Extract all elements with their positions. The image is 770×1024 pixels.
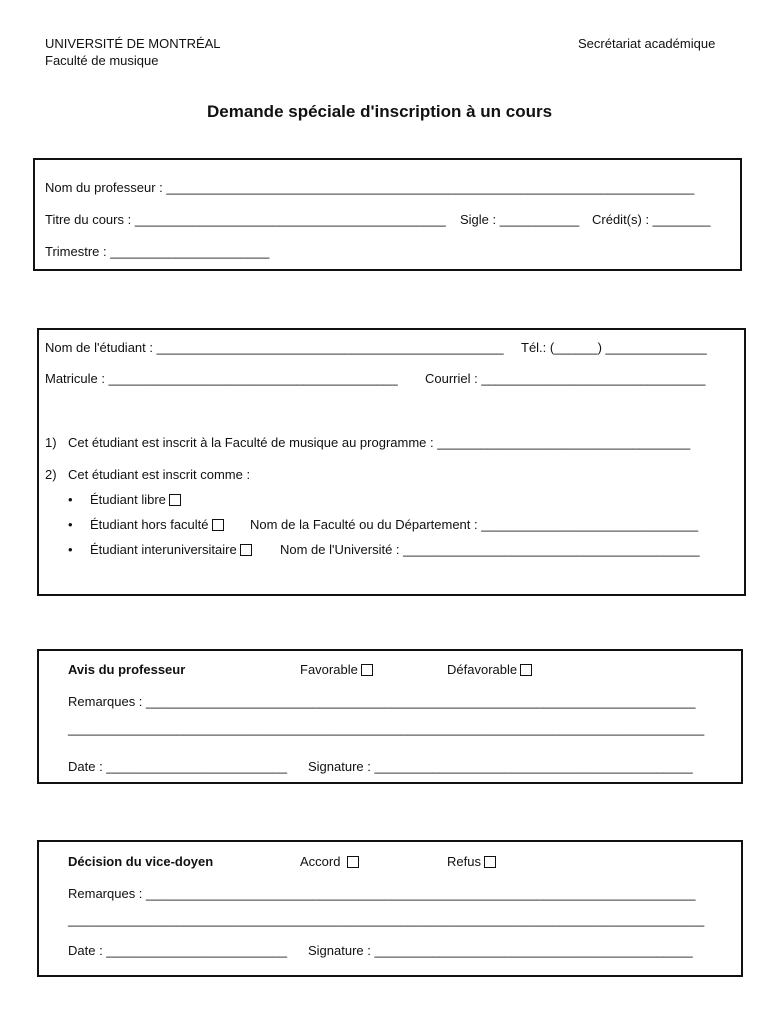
accord-label: Accord [300,854,341,869]
option-interuniversity-label: Étudiant interuniversitaire [90,542,237,557]
professor-name-field[interactable]: Nom du professeur : _________________________________________________________________________ [45,180,695,195]
question-1-number: 1) [45,435,57,450]
option-outside-faculty[interactable] [90,518,224,531]
interuniversity-checkbox[interactable] [240,544,252,556]
option-outside-faculty-label: Étudiant hors faculté [90,517,209,532]
professor-remarks-field[interactable]: Remarques : ____________________________________________________________________________ [68,694,696,709]
office-name: Secrétariat académique [578,36,716,51]
credits-field[interactable]: Crédit(s) : ________ [592,212,711,227]
professor-remarks-line-2[interactable]: ________________________________________________________________________________________ [68,721,705,736]
vice-dean-signature-field[interactable]: Signature : ____________________________________________ [308,943,693,958]
unfavorable-checkbox[interactable] [520,664,532,676]
unfavorable-label: Défavorable [447,662,518,677]
professor-signature-field[interactable]: Signature : ____________________________________________ [308,759,693,774]
option-interuniversity[interactable] [90,543,252,556]
faculty-name: Faculté de musique [45,53,159,68]
phone-field[interactable]: Tél.: (______) ______________ [521,340,707,355]
favorable-checkbox[interactable] [361,664,373,676]
department-field[interactable]: Nom de la Faculté ou du Département : ______________________________ [250,517,699,532]
refus-label: Refus [447,854,481,869]
bullet: • [68,542,73,557]
professor-opinion-heading: Avis du professeur [68,662,186,677]
term-field[interactable]: Trimestre : ______________________ [45,244,270,259]
outside-faculty-checkbox[interactable] [212,519,224,531]
course-title-field[interactable]: Titre du cours : ___________________________________________ [45,212,446,227]
free-student-checkbox[interactable] [169,494,181,506]
refus-checkbox[interactable] [484,856,496,868]
question-2-number: 2) [45,467,57,482]
vice-dean-remarks-line-2[interactable]: ________________________________________________________________________________________ [68,912,705,927]
student-id-field[interactable]: Matricule : ________________________________________ [45,371,398,386]
vice-dean-date-field[interactable]: Date : _________________________ [68,943,288,958]
favorable-option[interactable] [300,663,373,676]
email-field[interactable]: Courriel : _______________________________ [425,371,706,386]
favorable-label: Favorable [300,662,358,677]
question-2-label: Cet étudiant est inscrit comme : [68,467,251,482]
option-free-student-label: Étudiant libre [90,492,166,507]
option-free-student[interactable] [90,493,181,506]
bullet: • [68,517,73,532]
unfavorable-option[interactable] [447,663,532,676]
vice-dean-remarks-field[interactable]: Remarques : ____________________________________________________________________________ [68,886,696,901]
refus-option[interactable] [447,855,496,868]
accord-checkbox[interactable] [347,856,359,868]
page-title: Demande spéciale d'inscription à un cours [207,102,553,121]
program-field[interactable]: Cet étudiant est inscrit à la Faculté de musique au programme : ___________________________________ [68,435,691,450]
accord-option[interactable] [300,855,359,868]
student-name-field[interactable]: Nom de l'étudiant : ________________________________________________ [45,340,504,355]
university-name: UNIVERSITÉ DE MONTRÉAL [45,36,221,51]
course-code-field[interactable]: Sigle : ___________ [460,212,580,227]
bullet: • [68,492,73,507]
vice-dean-heading: Décision du vice-doyen [68,854,214,869]
professor-date-field[interactable]: Date : _________________________ [68,759,288,774]
university-field[interactable]: Nom de l'Université : _________________________________________ [280,542,700,557]
